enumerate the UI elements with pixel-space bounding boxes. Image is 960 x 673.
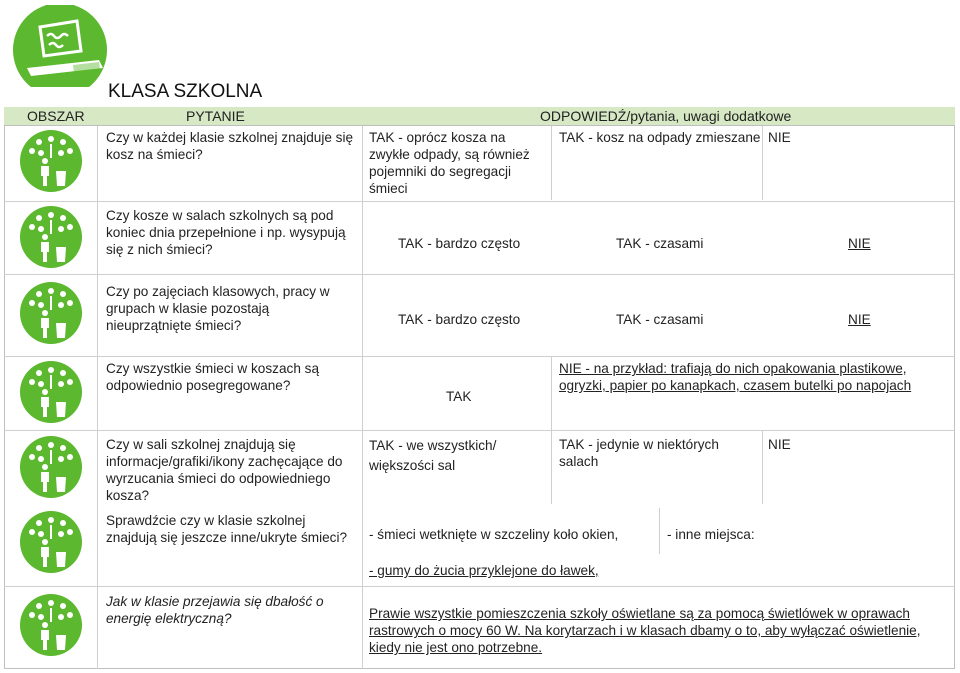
- table-header: [4, 107, 955, 126]
- answer-option[interactable]: TAK - oprócz kosza na zwykłe odpady, są również pojemniki do segregacji śmieci: [369, 130, 530, 196]
- answer-option[interactable]: TAK - we wszystkich/ większości sal: [369, 438, 497, 473]
- question-text: Czy po zajęciach klasowych, pracy w grupach w klasie pozostają nieuprzątnięte śmieci?: [106, 284, 330, 333]
- page-title: KLASA SZKOLNA: [108, 81, 263, 102]
- recycle-tree-icon: [17, 592, 85, 658]
- answer-option[interactable]: TAK - bardzo często: [398, 312, 521, 327]
- answer-option[interactable]: TAK - czasami: [616, 312, 704, 327]
- recycle-tree-icon: [17, 509, 85, 575]
- question-text: Jak w klasie przejawia się dbałość o energię elektryczną?: [106, 594, 324, 626]
- pencil-logo-icon: [13, 5, 109, 87]
- question-text: Czy w każdej klasie szkolnej znajduje się kosz na śmieci?: [106, 130, 354, 162]
- recycle-tree-icon: [17, 128, 85, 194]
- recycle-tree-icon: [17, 359, 85, 425]
- answer-option[interactable]: - inne miejsca:: [667, 527, 755, 542]
- question-text: Sprawdźcie czy w klasie szkolnej znajdują się jeszcze inne/ukryte śmieci?: [106, 513, 348, 545]
- header-pytanie: PYTANIE: [186, 108, 245, 124]
- answer-option[interactable]: TAK: [446, 389, 472, 404]
- question-text: Czy w sali szkolnej znajdują się informacje/grafiki/ikony zachęcające do wyrzucania śmieci do odpowiedniego kosza?: [106, 437, 343, 503]
- answer-option[interactable]: - śmieci wetknięte w szczeliny koło okien,: [369, 527, 619, 542]
- answer-text: Prawie wszystkie pomieszczenia szkoły oświetlane są za pomocą świetlówek w oprawach rastrowych o mocy 60 W. Na korytarzach i w klasach dbamy o to, aby wyłączać oświetlenie, kiedy nie jest ono potrzebne.: [369, 606, 921, 655]
- answer-option[interactable]: TAK - kosz na odpady zmieszane: [559, 130, 761, 145]
- answer-option[interactable]: NIE: [848, 236, 871, 251]
- answer-option[interactable]: TAK - bardzo często: [398, 236, 521, 251]
- answer-option[interactable]: - gumy do żucia przyklejone do ławek,: [369, 563, 599, 578]
- answer-option[interactable]: NIE: [768, 437, 791, 452]
- answer-option[interactable]: TAK - czasami: [616, 236, 704, 251]
- answer-option[interactable]: TAK - jedynie w niektórych salach: [559, 437, 719, 469]
- recycle-tree-icon: [17, 280, 85, 346]
- question-text: Czy wszystkie śmieci w koszach są odpowiednio posegregowane?: [106, 361, 320, 393]
- answer-option[interactable]: NIE: [848, 312, 871, 327]
- recycle-tree-icon: [17, 204, 85, 270]
- answer-option[interactable]: NIE: [768, 130, 791, 145]
- question-text: Czy kosze w salach szkolnych są pod koniec dnia przepełnione i np. wysypują się z nich śmieci?: [106, 208, 346, 257]
- header-odpowiedz: ODPOWIEDŹ/pytania, uwagi dodatkowe: [540, 108, 792, 124]
- recycle-tree-icon: [17, 434, 85, 500]
- answer-option[interactable]: NIE - na przykład: trafiają do nich opakowania plastikowe, ogryzki, papier po kanapkach, czasem butelki po napojach: [559, 361, 912, 393]
- header-obszar: OBSZAR: [27, 108, 85, 124]
